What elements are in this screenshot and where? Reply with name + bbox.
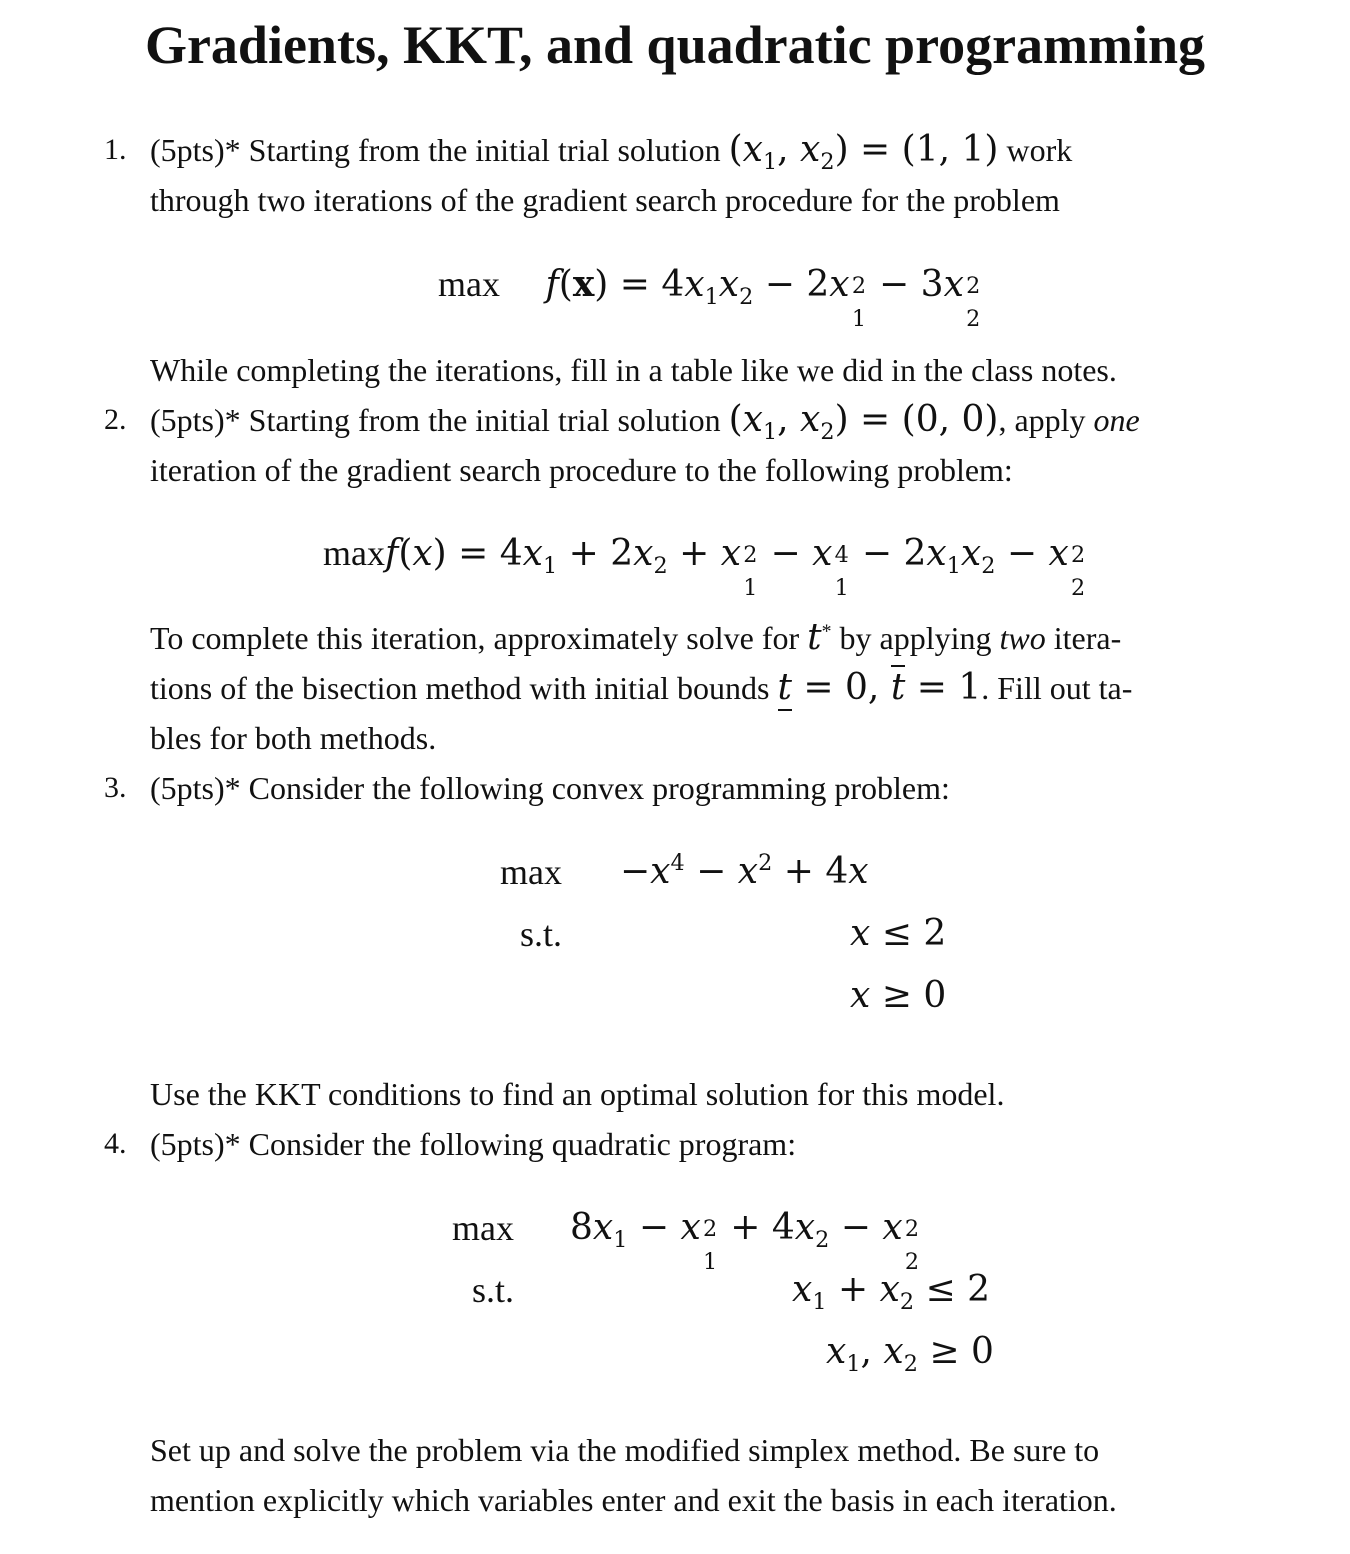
problem-3-line-1: (5pts)* Consider the following convex programming problem:: [150, 770, 950, 806]
problem-2-after-1b: by applying: [831, 620, 1000, 656]
t-star: t: [807, 617, 822, 658]
problem-4-after-1: Set up and solve the problem via the modified simplex method. Be sure to: [150, 1432, 1100, 1468]
problem-2-after-1: To complete this iteration, approximately solve for t* by applying two itera-: [150, 617, 1122, 658]
problem-2-number: 2.: [104, 403, 127, 436]
problem-2-after-2a: tions of the bisection method with initial bounds: [150, 670, 778, 706]
problem-4-objective: $8x_1 - x$ 2 1 + $4x_2 - x$ 2 2: [570, 1207, 920, 1276]
problem-2-after-1d: itera-: [1045, 620, 1122, 656]
problem-3-after: Use the KKT conditions to find an optimal solution for this model.: [150, 1076, 1005, 1112]
problem-3-constraint-1: x ≤ 2: [850, 913, 947, 954]
problem-1-objective: $\max f(x) = 4x_1x_2 - 2x$ 2 1 − 3x 2 2: [438, 263, 981, 333]
problem-2-text-1c: one: [1093, 402, 1140, 438]
problem-4-constraint-2: $x_1$, $x_2 \ge 0$: [826, 1331, 994, 1378]
problem-4-max-label: max: [452, 1208, 514, 1248]
max-label: max: [323, 533, 385, 573]
problem-1-text-1a: (5pts)* Starting from the initial trial solution: [150, 132, 729, 168]
problem-3-constraint-2: x ≥ 0: [850, 975, 947, 1016]
problem-1-line-2: through two iterations of the gradient search procedure for the problem: [150, 182, 1060, 218]
bisection-bounds: t = 0, t = 1: [778, 665, 982, 711]
problem-4-line-1: (5pts)* Consider the following quadratic program:: [150, 1126, 797, 1162]
problem-2-after-3: bles for both methods.: [150, 720, 437, 756]
problem-2-line-2: iteration of the gradient search procedure to the following problem:: [150, 452, 1013, 488]
problem-3-st-label: s.t.: [520, 914, 563, 954]
problem-2-after-2b: . Fill out ta-: [981, 670, 1133, 706]
problem-4-st-label: s.t.: [472, 1270, 515, 1310]
page-title: Gradients, KKT, and quadratic programming: [144, 15, 1206, 75]
problem-4-number: 4.: [104, 1127, 127, 1160]
problem-2-initial-point: ($x_1$, $x_2) = (0$, 0): [728, 399, 999, 446]
problem-2-after-1c: two: [999, 620, 1046, 656]
max-label: max: [438, 264, 500, 304]
problem-1-line-1: [150, 129, 1073, 176]
problem-1-number: 1.: [104, 133, 127, 166]
problem-1-after: While completing the iterations, fill in a table like we did in the class notes.: [150, 352, 1117, 388]
problem-2-after-2: [150, 668, 1132, 708]
problem-3-objective: $-x^4 - x^2 + 4x$: [620, 850, 869, 892]
problem-2-after-1a: To complete this iteration, approximately solve for: [150, 620, 808, 656]
problem-4-after-2: mention explicitly which variables enter and exit the basis in each iteration.: [150, 1482, 1117, 1518]
problem-2-text-1a: (5pts)* Starting from the initial trial solution: [150, 402, 729, 438]
problem-2-line-1: [150, 399, 1140, 446]
problem-2-objective: $\max f(x) = 4x_1 + 2x_2 + x$ 2 1 − x 4 1 − $2x_1x_2 - x$ 2 2: [323, 533, 1086, 602]
problem-1-text-1b: work: [998, 132, 1073, 168]
problem-1-initial-point: ($x_1$, $x_2) = (1$, 1): [728, 129, 999, 176]
problem-2-text-1b: , apply: [998, 402, 1094, 438]
problem-4-constraint-1: $x_1 + x_2 \le 2$: [792, 1269, 991, 1316]
problem-3-number: 3.: [104, 771, 127, 804]
problem-3-max-label: max: [500, 852, 562, 892]
